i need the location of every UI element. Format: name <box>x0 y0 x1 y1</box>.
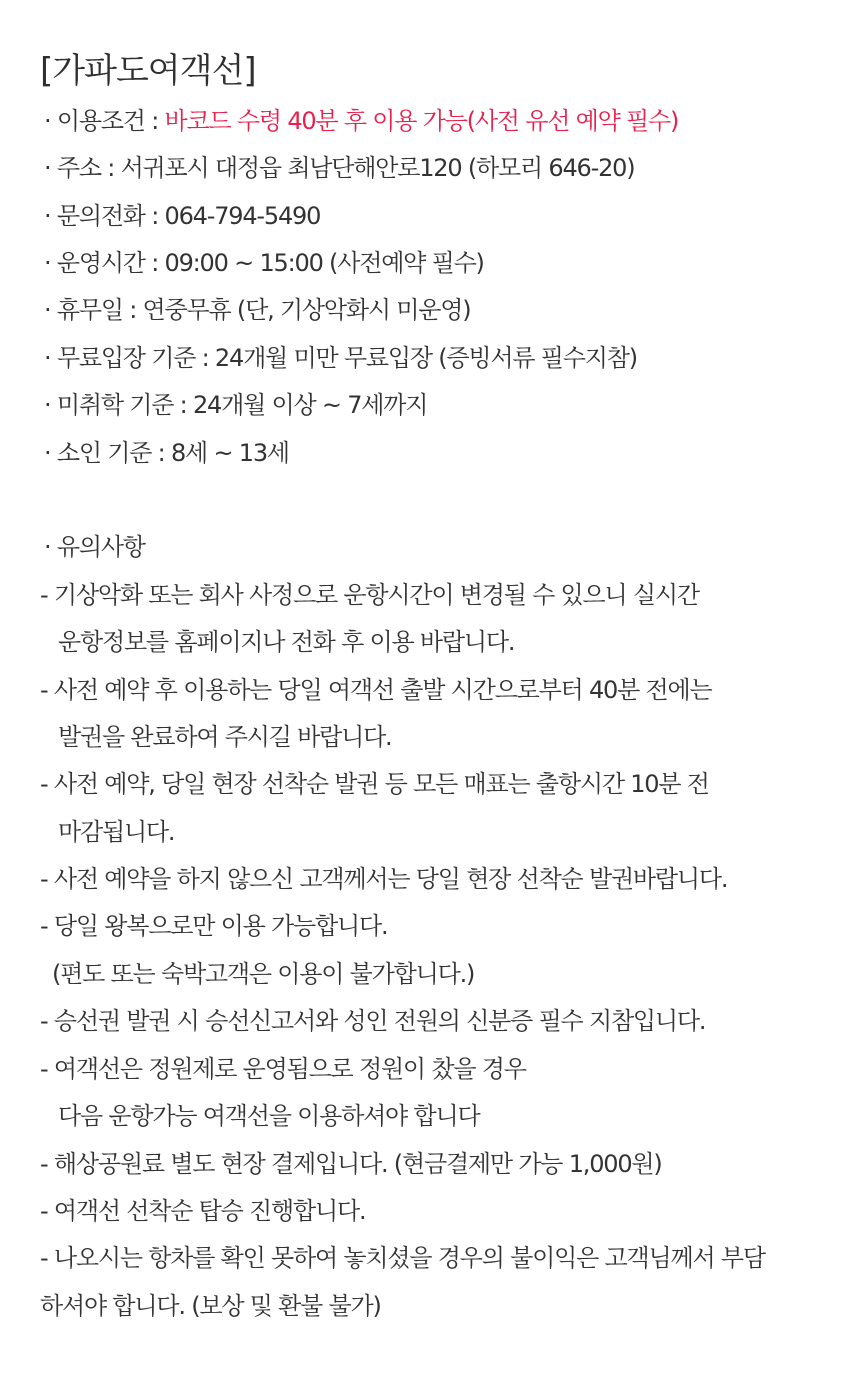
note-item: - 기상악화 또는 회사 사정으로 운항시간이 변경될 수 있으니 실시간 <box>40 581 699 609</box>
address-line: · 주소 : 서귀포시 대정읍 최남단해안로120 (하모리 646-20) <box>44 154 635 182</box>
page-title: [가파도여객선] <box>40 51 256 91</box>
note-item-continued: 다음 운항가능 여객선을 이용하셔야 합니다 <box>58 1102 480 1130</box>
note-item-continued: 마감됩니다. <box>58 818 175 846</box>
note-item: - 여객선은 정원제로 운영됨으로 정원이 찼을 경우 <box>40 1055 526 1083</box>
note-item: - 사전 예약을 하지 않으신 고객께서는 당일 현장 선착순 발권바랍니다. <box>40 865 728 893</box>
note-item: - 당일 왕복으로만 이용 가능합니다. <box>40 912 388 940</box>
note-item-continued: 발권을 완료하여 주시길 바랍니다. <box>58 723 392 751</box>
usage-condition-line <box>44 103 678 139</box>
note-item-continued: 운항정보를 홈페이지나 전화 후 이용 바랍니다. <box>58 628 515 656</box>
note-item: - 여객선 선착순 탑승 진행합니다. <box>40 1197 366 1225</box>
note-item: - 나오시는 항차를 확인 못하여 놓치셨을 경우의 불이익은 고객님께서 부담 <box>40 1244 765 1272</box>
note-item: - 사전 예약 후 이용하는 당일 여객선 출발 시간으로부터 40분 전에는 <box>40 676 712 704</box>
notes-heading: · 유의사항 <box>44 533 145 561</box>
closed-days-line: · 휴무일 : 연중무휴 (단, 기상악화시 미운영) <box>44 296 471 324</box>
usage-condition-value: 바코드 수령 40분 후 이용 가능(사전 유선 예약 필수) <box>164 107 679 135</box>
note-item: - 사전 예약, 당일 현장 선착순 발권 등 모든 매표는 출항시간 10분 전 <box>40 770 709 798</box>
usage-condition-label: · 이용조건 : <box>44 107 165 135</box>
note-item: - 해상공원료 별도 현장 결제입니다. (현금결제만 가능 1,000원) <box>40 1150 662 1178</box>
note-item-continued: 하셔야 합니다. (보상 및 환불 불가) <box>40 1292 381 1320</box>
preschool-criteria-line: · 미취학 기준 : 24개월 이상 ~ 7세까지 <box>44 391 428 419</box>
note-item-continued: (편도 또는 숙박고객은 이용이 불가합니다.) <box>52 960 475 988</box>
note-item: - 승선권 발권 시 승선신고서와 성인 전원의 신분증 필수 지참입니다. <box>40 1007 706 1035</box>
phone-line: · 문의전화 : 064-794-5490 <box>44 202 321 230</box>
operating-hours-line: · 운영시간 : 09:00 ~ 15:00 (사전예약 필수) <box>44 249 484 277</box>
child-criteria-line: · 소인 기준 : 8세 ~ 13세 <box>44 439 289 467</box>
free-entry-line: · 무료입장 기준 : 24개월 미만 무료입장 (증빙서류 필수지참) <box>44 344 637 372</box>
